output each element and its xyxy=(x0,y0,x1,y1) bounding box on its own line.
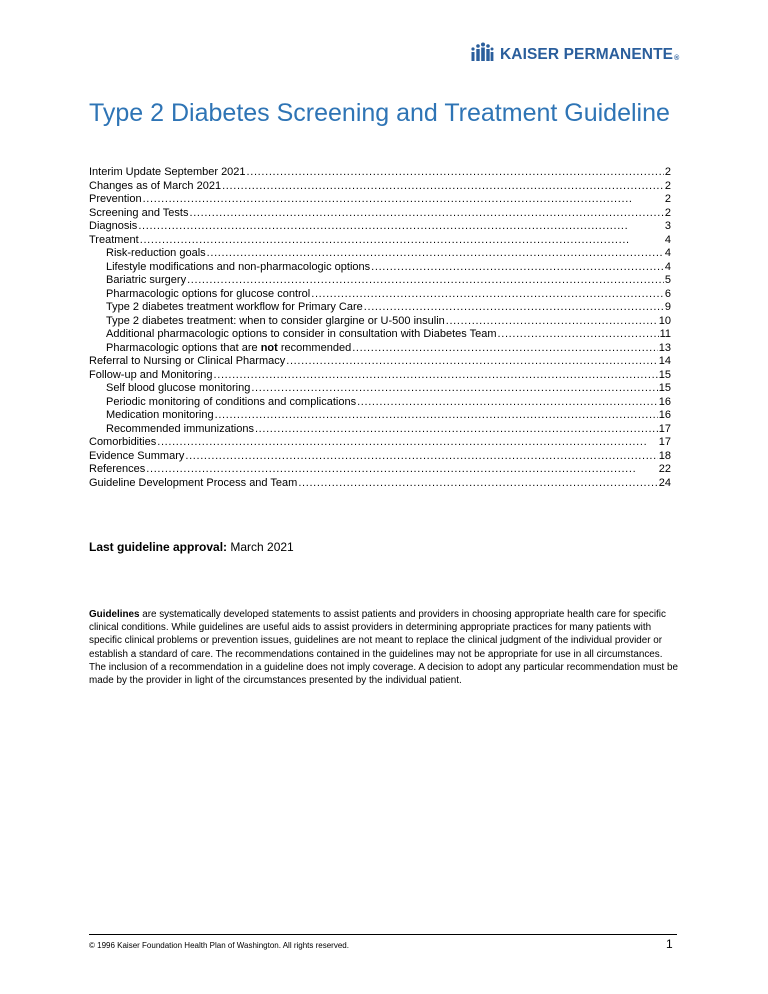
toc-entry-label: Prevention xyxy=(89,193,142,205)
toc-leader-dots xyxy=(214,369,658,383)
toc-leader-dots xyxy=(143,193,664,207)
toc-leader-dots xyxy=(255,423,658,437)
toc-leader-dots xyxy=(298,477,657,491)
toc-entry-page: 6 xyxy=(664,287,671,300)
toc-entry-label: Interim Update September 2021 xyxy=(89,166,246,178)
toc-leader-dots xyxy=(371,261,664,275)
toc-entry[interactable] xyxy=(89,261,671,275)
toc-entry-page: 4 xyxy=(664,260,671,273)
toc-leader-dots xyxy=(357,396,658,410)
toc-entry[interactable] xyxy=(89,234,671,248)
toc-entry[interactable] xyxy=(89,436,671,450)
toc-entry-page: 22 xyxy=(658,463,671,475)
toc-entry[interactable] xyxy=(89,342,671,356)
toc-entry-label: Evidence Summary xyxy=(89,449,185,462)
toc-entry[interactable] xyxy=(89,247,671,261)
toc-entry-label: Self blood glucose monitoring xyxy=(106,382,251,394)
table-of-contents xyxy=(89,166,671,490)
toc-entry-label: References xyxy=(89,463,146,475)
toc-entry-label: Changes as of March 2021 xyxy=(89,179,222,192)
toc-entry-page: 4 xyxy=(664,247,671,259)
toc-entry-label: Follow-up and Monitoring xyxy=(89,368,213,381)
toc-entry-page: 3 xyxy=(664,220,671,232)
footer-divider xyxy=(89,934,677,935)
disclaimer-lead: Guidelines xyxy=(89,608,140,620)
toc-entry[interactable] xyxy=(89,207,671,221)
toc-leader-dots xyxy=(286,355,658,369)
toc-entry-label: Pharmacologic options that are not recommended xyxy=(106,341,352,354)
toc-leader-dots xyxy=(251,382,657,396)
copyright-notice: © 1996 Kaiser Foundation Health Plan of Washington. All rights reserved. xyxy=(89,941,349,950)
toc-entry-page: 13 xyxy=(658,341,671,354)
toc-leader-dots xyxy=(138,220,664,234)
toc-leader-dots xyxy=(207,247,664,261)
toc-entry-page: 9 xyxy=(664,301,671,313)
toc-entry-page: 2 xyxy=(664,206,671,219)
toc-leader-dots xyxy=(446,315,658,329)
toc-entry-page: 17 xyxy=(658,422,671,435)
toc-leader-dots xyxy=(352,342,658,356)
toc-entry-label: Diagnosis xyxy=(89,220,138,232)
toc-entry[interactable] xyxy=(89,180,671,194)
toc-entry-label: Recommended immunizations xyxy=(106,422,254,435)
approval-date: March 2021 xyxy=(227,540,294,554)
toc-entry-label: Screening and Tests xyxy=(89,206,189,219)
toc-entry[interactable] xyxy=(89,355,671,369)
toc-entry-label: Treatment xyxy=(89,233,139,246)
toc-leader-dots xyxy=(311,288,664,302)
toc-leader-dots xyxy=(157,436,658,450)
toc-entry-page: 16 xyxy=(658,395,671,408)
kaiser-people-icon xyxy=(470,42,494,67)
toc-entry[interactable] xyxy=(89,477,671,491)
toc-entry[interactable] xyxy=(89,382,671,396)
toc-entry[interactable] xyxy=(89,301,671,315)
toc-entry-label: Medication monitoring xyxy=(106,409,214,421)
toc-entry[interactable] xyxy=(89,315,671,329)
toc-leader-dots xyxy=(222,180,664,194)
toc-entry[interactable] xyxy=(89,450,671,464)
toc-entry-label: Periodic monitoring of conditions and complications xyxy=(106,395,357,408)
toc-entry-label: Bariatric surgery xyxy=(106,274,187,286)
toc-entry-page: 11 xyxy=(659,328,671,340)
kaiser-permanente-logo xyxy=(470,42,679,67)
toc-entry[interactable] xyxy=(89,409,671,423)
toc-entry-page: 24 xyxy=(658,476,671,489)
toc-leader-dots xyxy=(364,301,664,315)
toc-entry[interactable] xyxy=(89,423,671,437)
document-title: Type 2 Diabetes Screening and Treatment Guideline xyxy=(89,99,670,127)
toc-entry-label: Type 2 diabetes treatment workflow for Primary Care xyxy=(106,301,363,313)
toc-entry-label: Lifestyle modifications and non-pharmacologic options xyxy=(106,260,371,273)
toc-leader-dots xyxy=(146,463,657,477)
toc-entry[interactable] xyxy=(89,369,671,383)
toc-entry[interactable] xyxy=(89,193,671,207)
toc-entry-page: 5 xyxy=(664,274,671,286)
approval-line xyxy=(89,540,294,554)
toc-leader-dots xyxy=(215,409,658,423)
toc-entry-page: 16 xyxy=(658,409,671,421)
toc-leader-dots xyxy=(189,207,663,221)
toc-entry-page: 10 xyxy=(658,314,671,327)
toc-entry-label: Type 2 diabetes treatment: when to consider glargine or U-500 insulin xyxy=(106,314,445,327)
toc-entry[interactable] xyxy=(89,166,671,180)
toc-leader-dots xyxy=(140,234,664,248)
toc-leader-dots xyxy=(247,166,664,180)
approval-label: Last guideline approval: xyxy=(89,540,228,554)
toc-entry-label: Guideline Development Process and Team xyxy=(89,476,298,489)
toc-entry-label: Additional pharmacologic options to consider in consultation with Diabetes Team xyxy=(106,328,497,340)
toc-entry[interactable] xyxy=(89,220,671,234)
toc-entry-page: 17 xyxy=(658,436,671,448)
toc-entry-label: Comorbidities xyxy=(89,436,157,448)
toc-entry-page: 15 xyxy=(658,368,671,381)
page-number: 1 xyxy=(666,937,673,951)
toc-entry-page: 2 xyxy=(664,193,671,205)
toc-entry-label: Referral to Nursing or Clinical Pharmacy xyxy=(89,355,286,367)
toc-leader-dots xyxy=(185,450,657,464)
toc-entry-page: 2 xyxy=(664,179,671,192)
toc-entry-label: Risk-reduction goals xyxy=(106,247,206,259)
toc-entry-page: 18 xyxy=(658,449,671,462)
disclaimer-text: are systematically developed statements to assist patients and providers in choosing appropriate health care for specific clinical conditions. While guidelines are useful aids to assist providers in determining appropriate practices for many patients with specific clinical problems or prevention issues, guidelines are not meant to replace the clinical judgment of the individual provider or establish a standard of care. The recommendations contained in the guidelines may not be appropriate for use in all circumstances. The inclusion of a recommendation in a guideline does not imply coverage. A decision to adopt any particular recommendation must be made by the provider in light of the circumstances presented by the individual patient. xyxy=(89,608,678,687)
toc-entry-page: 15 xyxy=(658,382,671,394)
logo-wordmark: KAISER PERMANENTE® xyxy=(500,45,680,63)
toc-entry[interactable] xyxy=(89,288,671,302)
toc-entry-page: 14 xyxy=(658,355,671,367)
toc-leader-dots xyxy=(498,328,659,342)
toc-entry-page: 4 xyxy=(664,233,671,246)
toc-entry-label: Pharmacologic options for glucose control xyxy=(106,287,311,300)
toc-leader-dots xyxy=(187,274,664,288)
disclaimer-paragraph xyxy=(89,608,679,688)
toc-entry[interactable] xyxy=(89,328,671,342)
toc-entry[interactable] xyxy=(89,396,671,410)
toc-entry[interactable] xyxy=(89,274,671,288)
toc-entry-page: 2 xyxy=(664,166,671,178)
toc-entry[interactable] xyxy=(89,463,671,477)
